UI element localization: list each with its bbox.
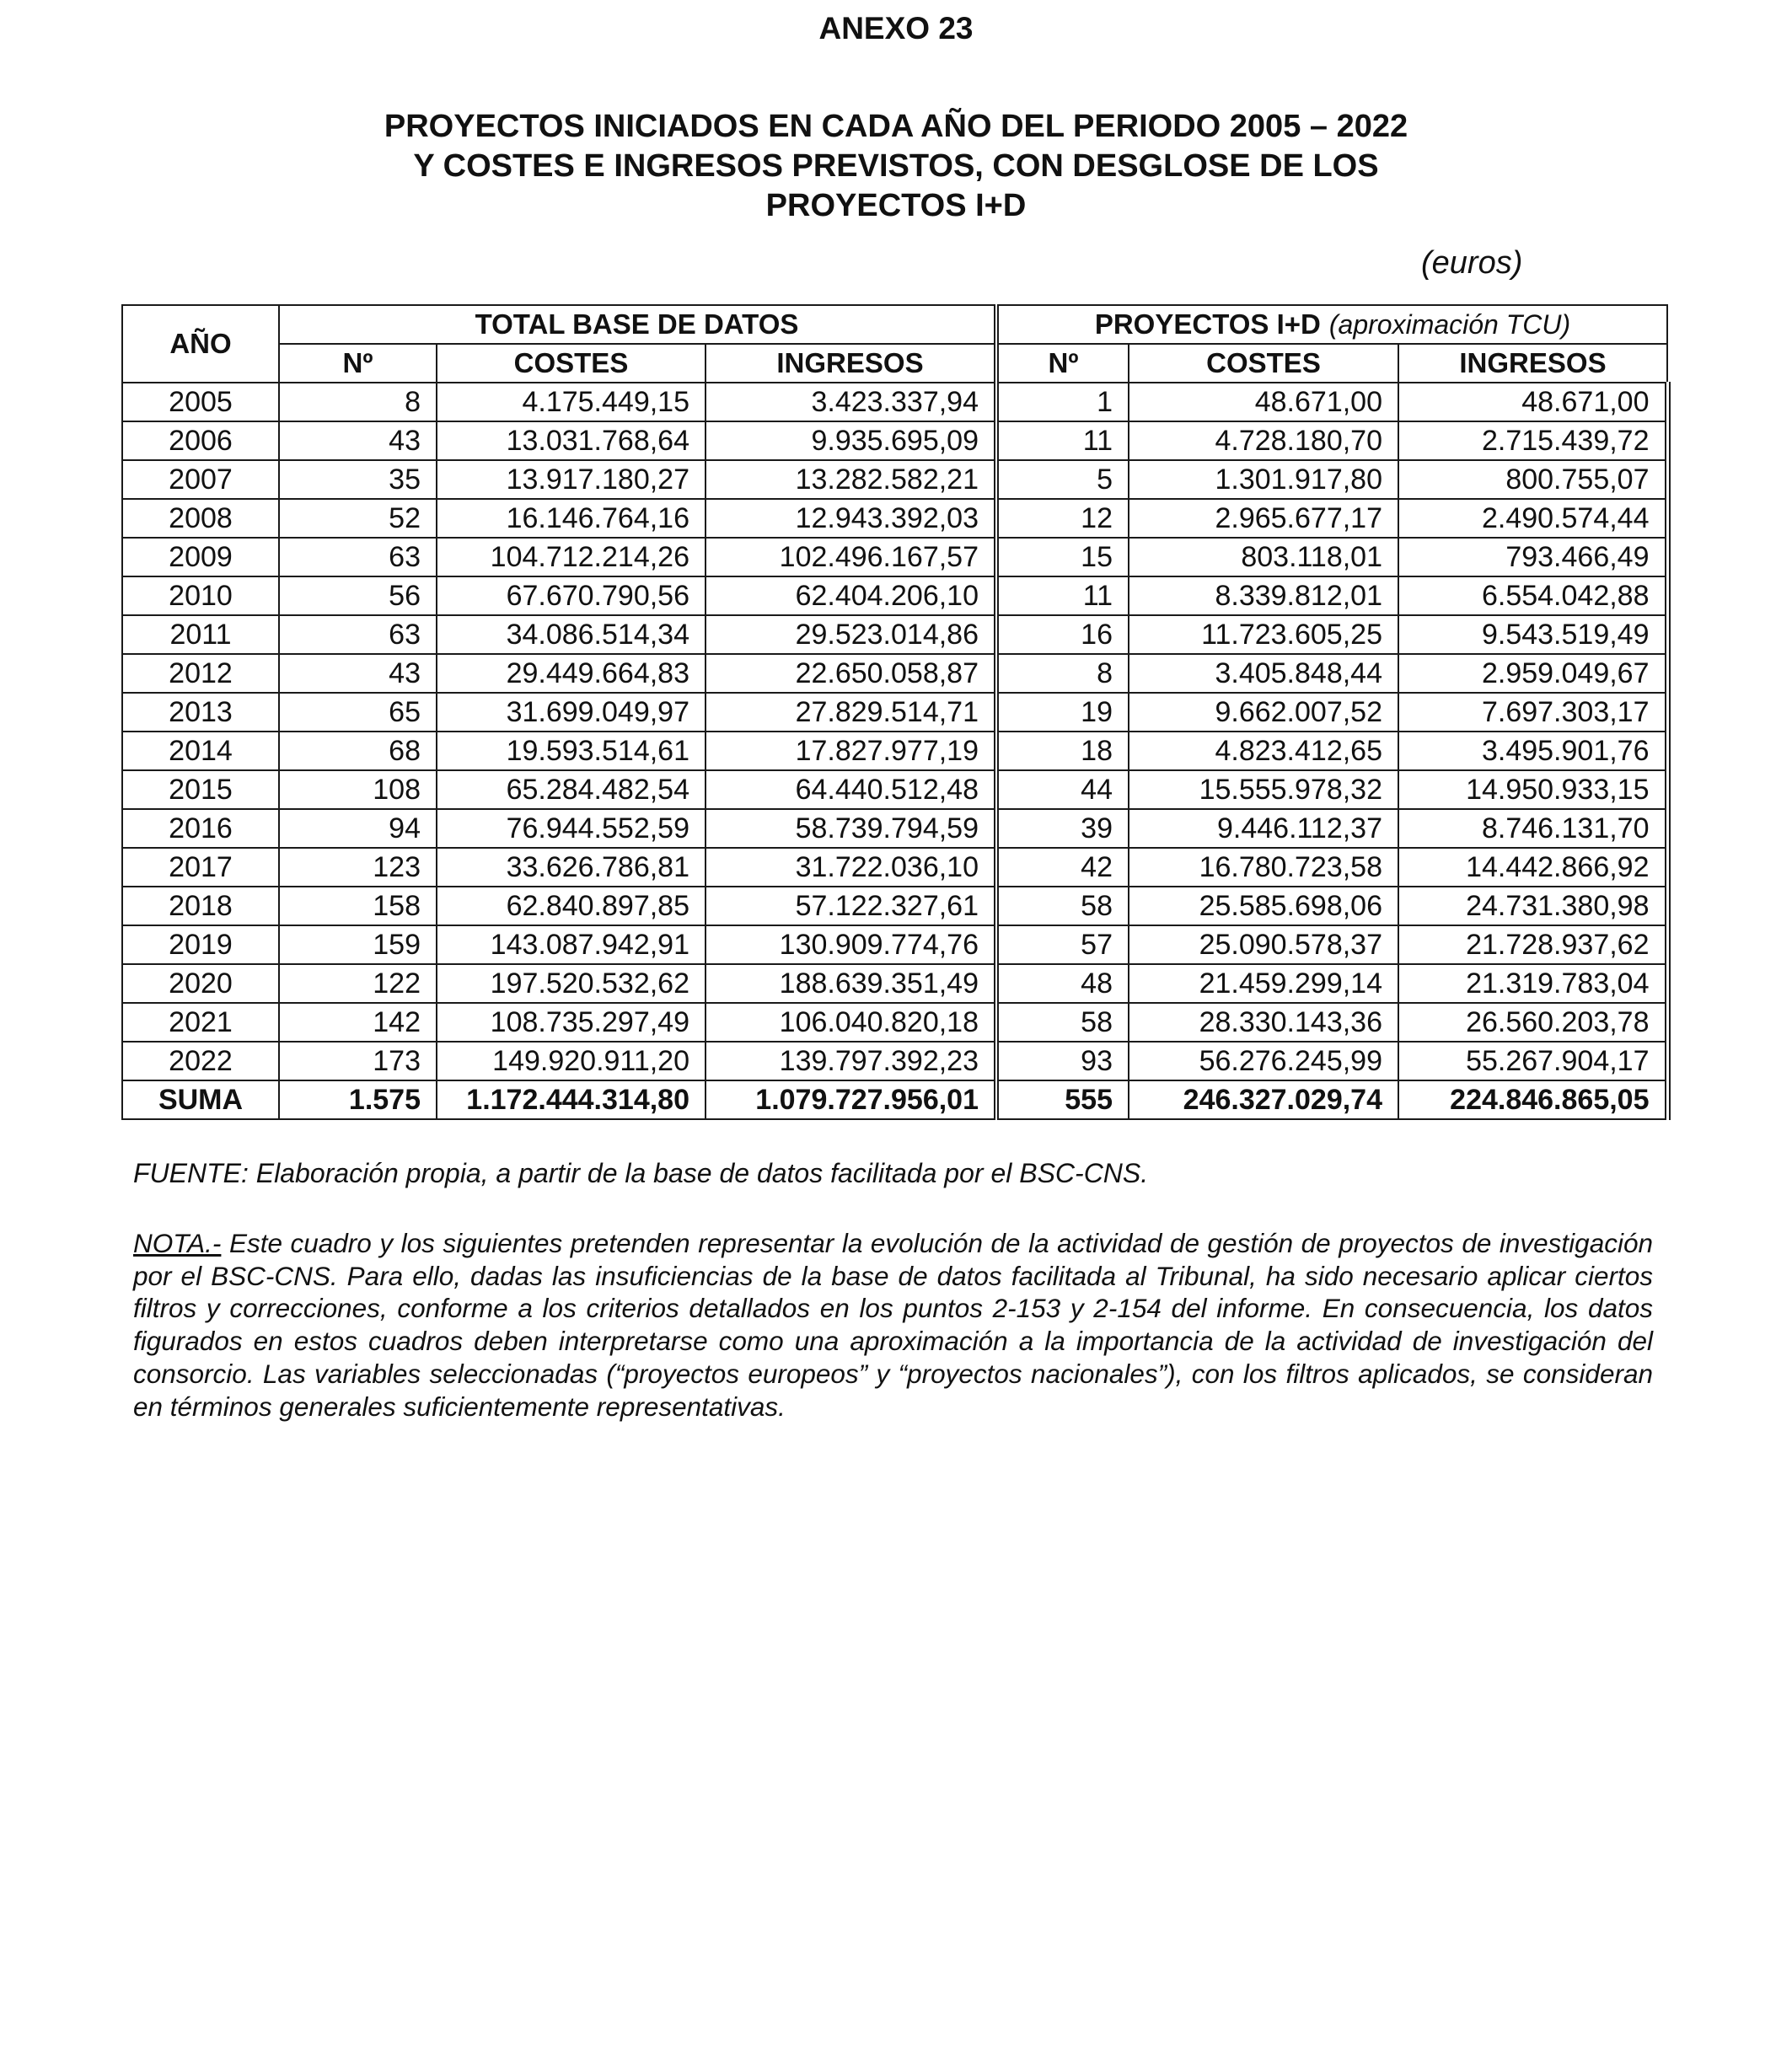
header-group-rd-note: (aproximación TCU) — [1328, 309, 1571, 340]
table-row — [122, 538, 1667, 576]
cell-total-n: 43 — [279, 421, 437, 460]
table-row — [122, 693, 1667, 732]
cell-total-ingresos: 13.282.582,21 — [706, 460, 996, 499]
cell-total-costes: 31.699.049,97 — [437, 693, 706, 732]
cell-total-n: 52 — [279, 499, 437, 538]
cell-year: 2008 — [122, 499, 279, 538]
cell-rd-ingresos: 2.490.574,44 — [1398, 499, 1667, 538]
cell-rd-costes: 4.823.412,65 — [1129, 732, 1398, 770]
table-row — [122, 460, 1667, 499]
cell-total-n: 65 — [279, 693, 437, 732]
table-row — [122, 770, 1667, 809]
cell-total-ingresos: 9.935.695,09 — [706, 421, 996, 460]
cell-rd-n: 8 — [996, 654, 1129, 693]
cell-year: 2021 — [122, 1003, 279, 1042]
table-row — [122, 887, 1667, 925]
cell-rd-n: 18 — [996, 732, 1129, 770]
cell-total-ingresos: 188.639.351,49 — [706, 964, 996, 1003]
table-row — [122, 499, 1667, 538]
cell-year: 2016 — [122, 809, 279, 848]
cell-total-costes: 4.175.449,15 — [437, 383, 706, 421]
cell-total-costes: 13.031.768,64 — [437, 421, 706, 460]
cell-rd-costes: 2.965.677,17 — [1129, 499, 1398, 538]
explanatory-note — [133, 1227, 1653, 1423]
header-total-n: Nº — [279, 344, 437, 383]
cell-rd-ingresos: 9.543.519,49 — [1398, 615, 1667, 654]
cell-sum-rd-n: 555 — [996, 1080, 1129, 1119]
cell-rd-n: 39 — [996, 809, 1129, 848]
cell-total-ingresos: 64.440.512,48 — [706, 770, 996, 809]
cell-total-ingresos: 17.827.977,19 — [706, 732, 996, 770]
table-row — [122, 732, 1667, 770]
cell-total-n: 56 — [279, 576, 437, 615]
cell-year: 2015 — [122, 770, 279, 809]
cell-rd-costes: 1.301.917,80 — [1129, 460, 1398, 499]
cell-total-n: 159 — [279, 925, 437, 964]
table-row — [122, 809, 1667, 848]
cell-rd-ingresos: 2.715.439,72 — [1398, 421, 1667, 460]
cell-rd-ingresos: 14.950.933,15 — [1398, 770, 1667, 809]
cell-rd-ingresos: 2.959.049,67 — [1398, 654, 1667, 693]
cell-rd-costes: 8.339.812,01 — [1129, 576, 1398, 615]
cell-sum-rd-costes: 246.327.029,74 — [1129, 1080, 1398, 1119]
cell-rd-ingresos: 6.554.042,88 — [1398, 576, 1667, 615]
cell-year: 2013 — [122, 693, 279, 732]
cell-rd-costes: 16.780.723,58 — [1129, 848, 1398, 887]
cell-rd-n: 1 — [996, 383, 1129, 421]
cell-year: 2020 — [122, 964, 279, 1003]
cell-rd-ingresos: 26.560.203,78 — [1398, 1003, 1667, 1042]
cell-rd-n: 57 — [996, 925, 1129, 964]
cell-total-costes: 19.593.514,61 — [437, 732, 706, 770]
cell-rd-costes: 9.662.007,52 — [1129, 693, 1398, 732]
cell-rd-n: 15 — [996, 538, 1129, 576]
note-text: Este cuadro y los siguientes pretenden representar la evolución de la actividad de gestión de proyectos de investigación por el BSC-CNS. Para ello, dadas las insuficiencias de la base de datos facilitada al Tribunal, ha sido necesario aplicar ciertos filtros y correcciones, conforme a los criterios detallados en los puntos 2-153 y 2-154 del informe. En consecuencia, los datos figurados en estos cuadros deben interpretarse como una aproximación a la importancia de la actividad de investigación del consorcio. Las variables seleccionadas (“proyectos europeos” y “proyectos nacionales”), con los filtros aplicados, se consideran en términos generales suficientemente representativas. — [133, 1228, 1653, 1422]
cell-total-ingresos: 102.496.167,57 — [706, 538, 996, 576]
cell-sum-label: SUMA — [122, 1080, 279, 1119]
cell-rd-n: 19 — [996, 693, 1129, 732]
cell-total-n: 122 — [279, 964, 437, 1003]
cell-rd-costes: 11.723.605,25 — [1129, 615, 1398, 654]
header-year: AÑO — [122, 305, 279, 383]
table-row — [122, 654, 1667, 693]
cell-total-n: 35 — [279, 460, 437, 499]
cell-total-costes: 34.086.514,34 — [437, 615, 706, 654]
cell-year: 2011 — [122, 615, 279, 654]
cell-rd-costes: 4.728.180,70 — [1129, 421, 1398, 460]
cell-total-n: 158 — [279, 887, 437, 925]
cell-rd-costes: 56.276.245,99 — [1129, 1042, 1398, 1080]
cell-year: 2017 — [122, 848, 279, 887]
cell-rd-ingresos: 48.671,00 — [1398, 383, 1667, 421]
cell-rd-costes: 3.405.848,44 — [1129, 654, 1398, 693]
header-rd-costes: COSTES — [1129, 344, 1398, 383]
title-line-3: PROYECTOS I+D — [765, 188, 1027, 223]
cell-rd-costes: 803.118,01 — [1129, 538, 1398, 576]
cell-rd-costes: 15.555.978,32 — [1129, 770, 1398, 809]
table-row — [122, 421, 1667, 460]
header-group-total: TOTAL BASE DE DATOS — [279, 305, 996, 344]
note-label: NOTA.- — [133, 1228, 222, 1258]
cell-rd-n: 44 — [996, 770, 1129, 809]
cell-total-ingresos: 29.523.014,86 — [706, 615, 996, 654]
cell-year: 2007 — [122, 460, 279, 499]
table-row — [122, 576, 1667, 615]
cell-total-n: 63 — [279, 538, 437, 576]
cell-total-costes: 13.917.180,27 — [437, 460, 706, 499]
cell-rd-n: 58 — [996, 1003, 1129, 1042]
header-rd-ingresos: INGRESOS — [1398, 344, 1667, 383]
cell-year: 2018 — [122, 887, 279, 925]
cell-total-ingresos: 58.739.794,59 — [706, 809, 996, 848]
table-row — [122, 925, 1667, 964]
cell-rd-n: 5 — [996, 460, 1129, 499]
cell-rd-n: 48 — [996, 964, 1129, 1003]
table-row — [122, 615, 1667, 654]
cell-total-n: 142 — [279, 1003, 437, 1042]
cell-rd-ingresos: 21.319.783,04 — [1398, 964, 1667, 1003]
units-label: (euros) — [1421, 245, 1523, 281]
cell-total-n: 68 — [279, 732, 437, 770]
cell-total-costes: 149.920.911,20 — [437, 1042, 706, 1080]
cell-total-ingresos: 57.122.327,61 — [706, 887, 996, 925]
cell-total-costes: 16.146.764,16 — [437, 499, 706, 538]
cell-rd-ingresos: 21.728.937,62 — [1398, 925, 1667, 964]
cell-total-costes: 29.449.664,83 — [437, 654, 706, 693]
cell-sum-total-ingresos: 1.079.727.956,01 — [706, 1080, 996, 1119]
cell-total-n: 173 — [279, 1042, 437, 1080]
cell-rd-n: 93 — [996, 1042, 1129, 1080]
cell-year: 2010 — [122, 576, 279, 615]
cell-rd-costes: 25.090.578,37 — [1129, 925, 1398, 964]
cell-total-n: 123 — [279, 848, 437, 887]
cell-total-n: 108 — [279, 770, 437, 809]
cell-year: 2006 — [122, 421, 279, 460]
cell-rd-ingresos: 800.755,07 — [1398, 460, 1667, 499]
cell-rd-costes: 9.446.112,37 — [1129, 809, 1398, 848]
header-group-rd — [996, 305, 1667, 344]
annex-label: ANEXO 23 — [818, 11, 974, 46]
cell-total-ingresos: 3.423.337,94 — [706, 383, 996, 421]
header-rd-n: Nº — [996, 344, 1129, 383]
header-group-rd-label: PROYECTOS I+D — [1094, 308, 1321, 340]
cell-rd-costes: 25.585.698,06 — [1129, 887, 1398, 925]
cell-total-n: 43 — [279, 654, 437, 693]
document-title — [0, 107, 1792, 226]
cell-year: 2012 — [122, 654, 279, 693]
cell-year: 2014 — [122, 732, 279, 770]
sum-row — [122, 1080, 1667, 1119]
cell-rd-n: 12 — [996, 499, 1129, 538]
cell-rd-ingresos: 7.697.303,17 — [1398, 693, 1667, 732]
cell-total-costes: 104.712.214,26 — [437, 538, 706, 576]
cell-year: 2019 — [122, 925, 279, 964]
source-note: FUENTE: Elaboración propia, a partir de la base de datos facilitada por el BSC-CNS. — [133, 1158, 1149, 1188]
cell-total-ingresos: 62.404.206,10 — [706, 576, 996, 615]
cell-rd-n: 11 — [996, 421, 1129, 460]
cell-rd-ingresos: 8.746.131,70 — [1398, 809, 1667, 848]
cell-total-ingresos: 27.829.514,71 — [706, 693, 996, 732]
header-total-ingresos: INGRESOS — [706, 344, 996, 383]
cell-total-costes: 108.735.297,49 — [437, 1003, 706, 1042]
cell-rd-costes: 21.459.299,14 — [1129, 964, 1398, 1003]
cell-total-costes: 65.284.482,54 — [437, 770, 706, 809]
cell-year: 2009 — [122, 538, 279, 576]
cell-year: 2005 — [122, 383, 279, 421]
cell-total-ingresos: 31.722.036,10 — [706, 848, 996, 887]
cell-sum-total-costes: 1.172.444.314,80 — [437, 1080, 706, 1119]
cell-rd-n: 58 — [996, 887, 1129, 925]
projects-table — [121, 304, 1671, 1120]
cell-total-costes: 33.626.786,81 — [437, 848, 706, 887]
cell-total-ingresos: 130.909.774,76 — [706, 925, 996, 964]
cell-rd-ingresos: 24.731.380,98 — [1398, 887, 1667, 925]
table-row — [122, 383, 1667, 421]
cell-rd-ingresos: 3.495.901,76 — [1398, 732, 1667, 770]
title-line-1: PROYECTOS INICIADOS EN CADA AÑO DEL PERIODO 2005 – 2022 — [384, 109, 1408, 144]
cell-total-ingresos: 106.040.820,18 — [706, 1003, 996, 1042]
cell-total-ingresos: 12.943.392,03 — [706, 499, 996, 538]
cell-rd-n: 11 — [996, 576, 1129, 615]
cell-sum-total-n: 1.575 — [279, 1080, 437, 1119]
cell-rd-ingresos: 793.466,49 — [1398, 538, 1667, 576]
cell-rd-costes: 28.330.143,36 — [1129, 1003, 1398, 1042]
cell-total-costes: 143.087.942,91 — [437, 925, 706, 964]
cell-rd-ingresos: 55.267.904,17 — [1398, 1042, 1667, 1080]
cell-total-n: 63 — [279, 615, 437, 654]
cell-sum-rd-ingresos: 224.846.865,05 — [1398, 1080, 1667, 1119]
cell-total-costes: 67.670.790,56 — [437, 576, 706, 615]
cell-rd-ingresos: 14.442.866,92 — [1398, 848, 1667, 887]
table-row — [122, 848, 1667, 887]
cell-total-n: 8 — [279, 383, 437, 421]
cell-total-costes: 76.944.552,59 — [437, 809, 706, 848]
title-line-2: Y COSTES E INGRESOS PREVISTOS, CON DESGLOSE DE LOS — [413, 148, 1379, 184]
cell-rd-n: 16 — [996, 615, 1129, 654]
cell-total-ingresos: 139.797.392,23 — [706, 1042, 996, 1080]
table-row — [122, 1042, 1667, 1080]
table-row — [122, 964, 1667, 1003]
cell-total-costes: 197.520.532,62 — [437, 964, 706, 1003]
cell-total-costes: 62.840.897,85 — [437, 887, 706, 925]
cell-total-n: 94 — [279, 809, 437, 848]
cell-total-ingresos: 22.650.058,87 — [706, 654, 996, 693]
table-row — [122, 1003, 1667, 1042]
header-total-costes: COSTES — [437, 344, 706, 383]
cell-rd-costes: 48.671,00 — [1129, 383, 1398, 421]
cell-rd-n: 42 — [996, 848, 1129, 887]
cell-year: 2022 — [122, 1042, 279, 1080]
